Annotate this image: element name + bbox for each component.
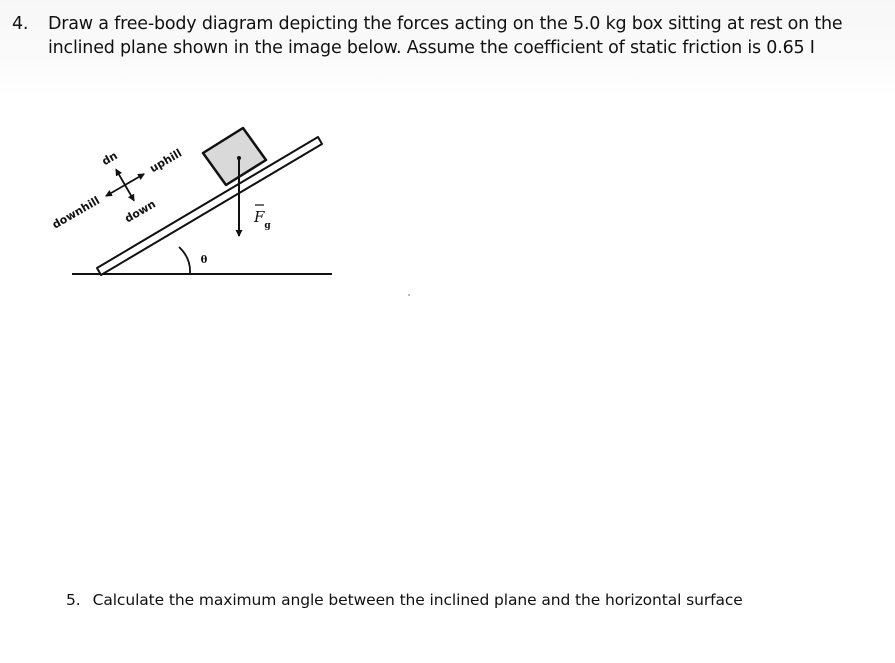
- question-4-line-1: Draw a free-body diagram depicting the forces acting on the 5.0 kg box sitting at rest on the: [48, 14, 843, 34]
- gravity-force-subscript: g: [264, 221, 271, 231]
- direction-compass: [35, 121, 199, 258]
- angle-arc: [179, 247, 190, 274]
- compass-label-up: up: [100, 149, 121, 170]
- inclined-plane-diagram: [0, 100, 360, 290]
- gravity-force-label: $F_g$: [254, 208, 271, 231]
- stray-mark: [408, 294, 410, 296]
- compass-label-down: down: [122, 197, 158, 226]
- compass-label-downhill: downhill: [49, 193, 103, 232]
- question-4-line-2: inclined plane shown in the image below. Assume the coefficient of static friction is 0.65 I: [48, 38, 815, 58]
- question-5: [66, 590, 743, 610]
- question-5-text: Calculate the maximum angle between the inclined plane and the horizontal surface: [92, 591, 743, 609]
- question-4-number: 4.: [12, 14, 29, 34]
- question-5-number: 5.: [66, 591, 81, 609]
- compass-label-uphill: uphill: [147, 146, 185, 176]
- angle-label: θ: [200, 255, 208, 266]
- box-center-dot: [237, 156, 241, 160]
